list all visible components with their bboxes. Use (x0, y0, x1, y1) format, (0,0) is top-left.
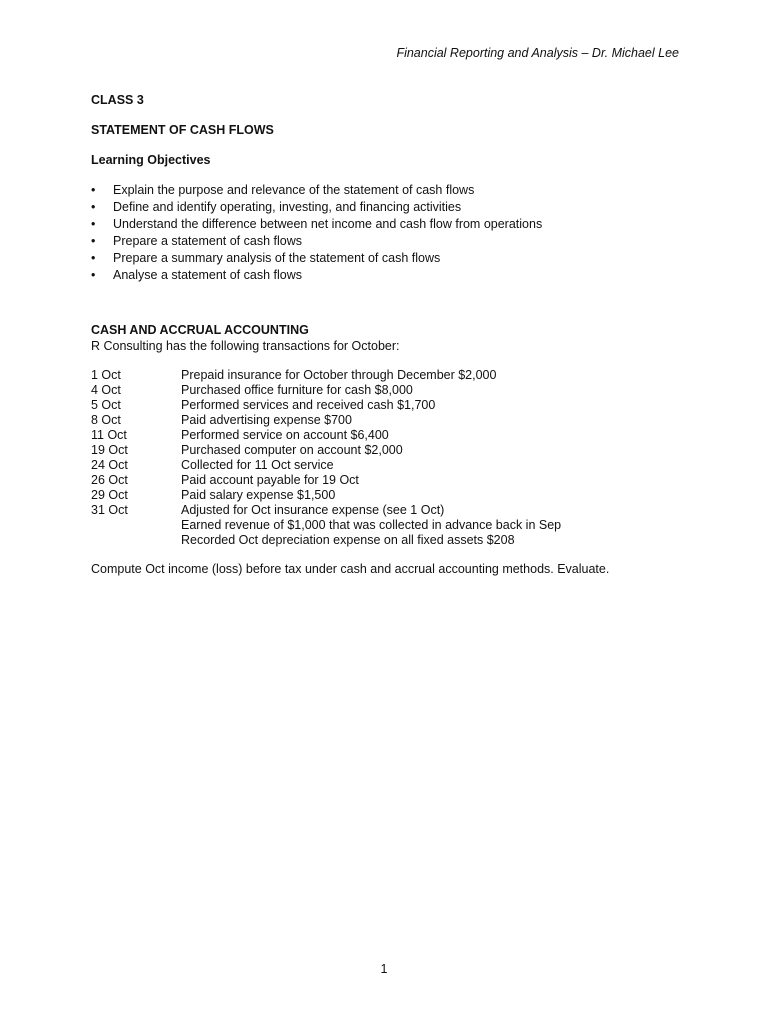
section-title: STATEMENT OF CASH FLOWS (91, 123, 274, 137)
transaction-desc: Purchased office furniture for cash $8,000 (181, 383, 413, 397)
transaction-date: 29 Oct (91, 488, 128, 502)
transaction-row (91, 398, 561, 413)
transaction-row (91, 473, 561, 488)
transaction-row (91, 443, 561, 458)
transaction-date: 24 Oct (91, 458, 128, 472)
transaction-date: 1 Oct (91, 368, 121, 382)
list-item: • Define and identify operating, investing, and financing activities (91, 200, 462, 214)
list-item: • Explain the purpose and relevance of the statement of cash flows (91, 183, 475, 197)
transaction-desc: Paid salary expense $1,500 (181, 488, 336, 502)
transaction-date: 5 Oct (91, 398, 121, 412)
transaction-date: 11 Oct (91, 428, 127, 442)
transaction-row (91, 383, 561, 398)
transaction-date: 26 Oct (91, 473, 128, 487)
transaction-date: 8 Oct (91, 413, 121, 427)
transaction-row (91, 503, 561, 518)
transaction-row (91, 413, 561, 428)
transaction-desc: Paid account payable for 19 Oct (181, 473, 359, 487)
bullet-icon: • (91, 251, 96, 265)
list-item: • Analyse a statement of cash flows (91, 268, 302, 282)
transaction-desc: Earned revenue of $1,000 that was collected in advance back in Sep (181, 518, 562, 532)
instruction-text: Compute Oct income (loss) before tax under cash and accrual accounting methods. Evaluate. (91, 562, 610, 576)
list-item: • Understand the difference between net income and cash flow from operations (91, 217, 543, 231)
bullet-icon: • (91, 200, 96, 214)
transaction-desc: Collected for 11 Oct service (181, 458, 334, 472)
transaction-desc: Recorded Oct depreciation expense on all fixed assets $208 (181, 533, 515, 547)
list-item: • Prepare a statement of cash flows (91, 234, 302, 248)
transaction-date: 4 Oct (91, 383, 121, 397)
bullet-icon: • (91, 183, 96, 197)
bullet-icon: • (91, 268, 96, 282)
transaction-row (91, 368, 561, 383)
bullet-icon: • (91, 217, 96, 231)
cash-accrual-heading: CASH AND ACCRUAL ACCOUNTING (91, 323, 309, 337)
transaction-row (91, 428, 561, 443)
intro-text: R Consulting has the following transactions for October: (91, 339, 400, 353)
page-number: 1 (380, 962, 388, 976)
transaction-row (91, 533, 561, 548)
transaction-desc: Purchased computer on account $2,000 (181, 443, 403, 457)
objectives-list (91, 182, 542, 284)
list-item: • Prepare a summary analysis of the statement of cash flows (91, 251, 441, 265)
page-header: Financial Reporting and Analysis – Dr. Michael Lee (396, 46, 679, 60)
transaction-desc: Paid advertising expense $700 (181, 413, 352, 427)
transaction-date: 19 Oct (91, 443, 128, 457)
transaction-row (91, 518, 561, 533)
transactions-list (91, 368, 561, 548)
bullet-icon: • (91, 234, 96, 248)
transaction-desc: Performed service on account $6,400 (181, 428, 389, 442)
objectives-heading: Learning Objectives (91, 153, 211, 167)
transaction-desc: Adjusted for Oct insurance expense (see 1 Oct) (181, 503, 445, 517)
transaction-desc: Prepaid insurance for October through December $2,000 (181, 368, 497, 382)
transaction-row (91, 458, 561, 473)
transaction-desc: Performed services and received cash $1,700 (181, 398, 436, 412)
class-heading: CLASS 3 (91, 93, 144, 107)
transaction-row (91, 488, 561, 503)
transaction-date: 31 Oct (91, 503, 128, 517)
